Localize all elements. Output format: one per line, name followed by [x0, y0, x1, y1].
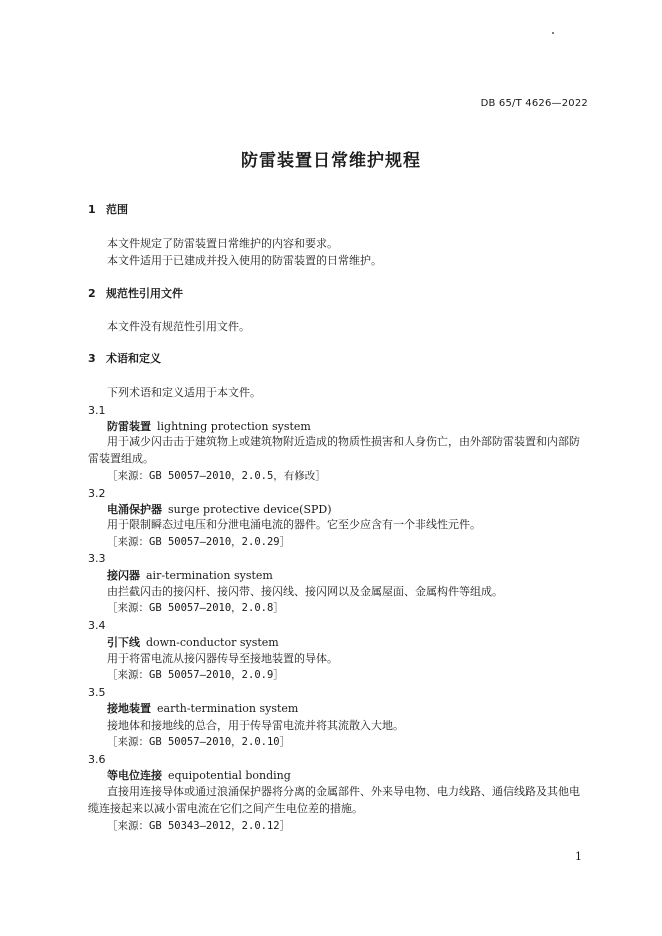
term-entry [107, 419, 311, 434]
paragraph: 本文件没有规范性引用文件。 [107, 320, 250, 333]
term-zh: 接闪器 [107, 569, 140, 582]
page-title: 防雷装置日常维护规程 [241, 151, 421, 171]
section-1-heading [88, 202, 128, 217]
term-definition: 用于限制瞬态过电压和分泄电涌电流的器件。它至少应含有一个非线性元件。 [107, 518, 481, 531]
section-title: 规范性引用文件 [106, 287, 183, 300]
term-en: down-conductor system [146, 636, 279, 649]
term-definition: 由拦截闪击的接闪杆、接闪带、接闪线、接闪网以及金属屋面、金属构件等组成。 [107, 585, 503, 598]
term-entry [107, 635, 279, 650]
section-3-heading [88, 351, 161, 366]
standard-code: DB 65/T 4626—2022 [480, 98, 588, 109]
paragraph: 下列术语和定义适用于本文件。 [107, 386, 261, 399]
term-source: ［来源：GB 50057—2010，2.0.29］ [107, 536, 291, 548]
section-title: 术语和定义 [106, 352, 161, 365]
term-definition: 接地体和接地线的总合，用于传导雷电流并将其流散入大地。 [107, 719, 404, 732]
term-source: ［来源：GB 50057—2010，2.0.9］ [107, 669, 284, 681]
term-number: 3.6 [88, 753, 106, 766]
term-en: equipotential bonding [168, 769, 291, 782]
scan-dot [552, 32, 554, 34]
term-definition: 用于减少闪击击于建筑物上或建筑物附近造成的物质性损害和人身伤亡，由外部防雷装置和内部防雷装置组成。 [88, 435, 580, 465]
term-en: earth-termination system [157, 702, 299, 715]
section-title: 范围 [106, 203, 128, 216]
term-entry [107, 768, 291, 783]
term-entry [107, 568, 273, 583]
term-entry [107, 502, 332, 517]
section-number: 1 [88, 203, 96, 216]
term-definition: 用于将雷电流从接闪器传导至接地装置的导体。 [107, 652, 338, 665]
term-en: air-termination system [146, 569, 273, 582]
term-number: 3.1 [88, 404, 106, 417]
page-number: 1 [575, 850, 582, 863]
section-number: 3 [88, 352, 96, 365]
term-en: lightning protection system [157, 420, 311, 433]
term-source: ［来源：GB 50057—2010，2.0.5，有修改］ [107, 470, 326, 482]
term-number: 3.5 [88, 686, 106, 699]
term-zh: 等电位连接 [107, 769, 162, 782]
term-source: ［来源：GB 50343—2012，2.0.12］ [107, 820, 291, 832]
term-en: surge protective device(SPD) [168, 503, 332, 516]
term-number: 3.2 [88, 487, 106, 500]
term-zh: 防雷装置 [107, 420, 151, 433]
term-source: ［来源：GB 50057—2010，2.0.10］ [107, 736, 291, 748]
term-number: 3.3 [88, 552, 106, 565]
term-zh: 电涌保护器 [107, 503, 162, 516]
term-number: 3.4 [88, 619, 106, 632]
section-2-heading [88, 286, 183, 301]
term-zh: 引下线 [107, 636, 140, 649]
paragraph: 本文件适用于已建成并投入使用的防雷装置的日常维护。 [107, 254, 382, 267]
term-zh: 接地装置 [107, 702, 151, 715]
term-entry [107, 701, 298, 716]
term-source: ［来源：GB 50057—2010，2.0.8］ [107, 602, 284, 614]
section-number: 2 [88, 287, 96, 300]
paragraph: 本文件规定了防雷装置日常维护的内容和要求。 [107, 237, 338, 250]
term-definition: 直接用连接导体或通过浪涌保护器将分离的金属部件、外来导电物、电力线路、通信线路及其他电缆连接起来以减小雷电流在它们之间产生电位差的措施。 [88, 785, 580, 815]
